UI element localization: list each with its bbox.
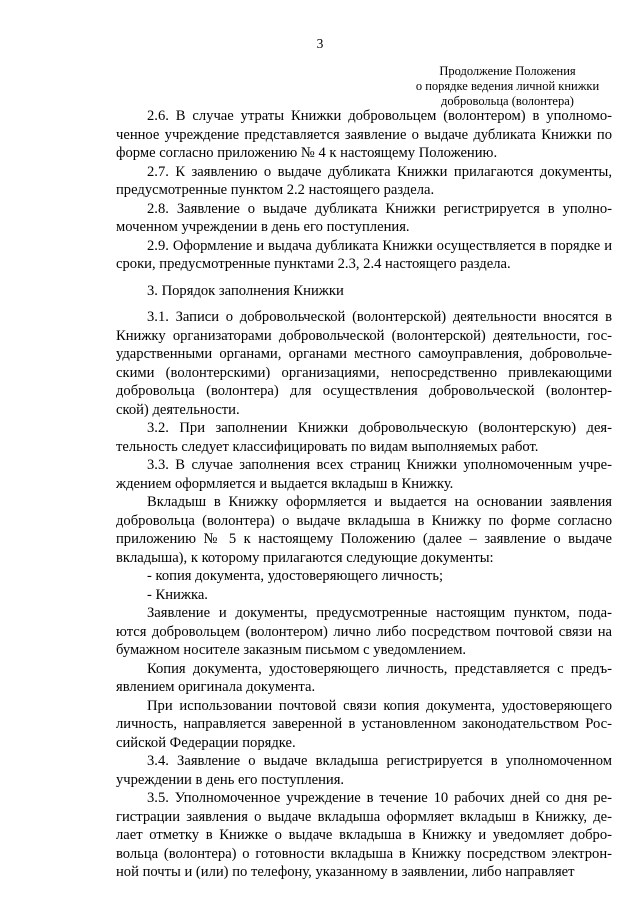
text-line: учреждении в день его поступления. — [116, 771, 345, 788]
paragraph — [116, 752, 612, 789]
page-number: 3 — [316, 36, 324, 51]
header-note — [405, 64, 610, 109]
text-line: 2.8. Заявление о выдаче дубликата Книжки регистрируется в уполно- — [147, 200, 612, 217]
text-line: 2.6. В случае утраты Книжки добровольцем (волонтером) в уполномо- — [147, 108, 612, 124]
text-line: тельность следует классифицировать по видам выполняемых работ. — [116, 438, 539, 455]
text-line: 3.5. Уполномоченное учреждение в течение 10 рабочих дней со дня ре- — [147, 790, 612, 806]
text-line: 2.9. Оформление и выдача дубликата Книжки осуществляется в порядке и — [147, 237, 612, 254]
paragraph — [116, 237, 612, 274]
text-line: добровольца (волонтера) для осуществления добровольческой (волонтер- — [116, 383, 612, 399]
header-note-line: Продолжение Положения — [439, 64, 576, 78]
paragraph — [116, 789, 612, 882]
text-line: ются добровольцем (волонтером) лично либо посредством почтовой связи на — [116, 623, 612, 640]
text-line: Заявление и документы, предусмотренные настоящим пунктом, пода- — [147, 605, 612, 621]
text-line: сроки, предусмотренные пунктами 2.3, 2.4 настоящего раздела. — [116, 256, 511, 272]
text-line: предусмотренные пунктом 2.2 настоящего раздела. — [116, 182, 435, 198]
text-line: ской) деятельности. — [116, 401, 240, 418]
paragraph — [116, 419, 612, 456]
paragraph — [116, 567, 612, 586]
text-line: скими (волонтерскими) организациями, непосредственно привлекающими — [116, 364, 612, 381]
text-line: 3. Порядок заполнения Книжки — [147, 282, 344, 299]
paragraph — [116, 456, 612, 493]
paragraph — [116, 163, 612, 200]
paragraph — [116, 604, 612, 660]
paragraph — [116, 586, 612, 605]
text-line: - Книжка. — [147, 586, 208, 603]
paragraph — [116, 308, 612, 419]
text-line: ждением оформляется и выдается вкладыш в Книжку. — [116, 475, 454, 492]
text-line: 3.3. В случае заполнения всех страниц Книжки уполномоченным учре- — [147, 457, 612, 473]
text-line: 3.1. Записи о добровольческой (волонтерской) деятельности вносятся в — [147, 309, 612, 325]
text-line: При использовании почтовой связи копия документа, удостоверяющего — [147, 697, 612, 714]
header-note-line: о порядке ведения личной книжки — [415, 79, 600, 93]
paragraph — [116, 200, 612, 237]
text-line: ударственными органами, органами местного самоуправления, добровольче- — [116, 346, 612, 362]
paragraph — [116, 493, 612, 567]
text-line: бумажном носителе заказным письмом с уведомлением. — [116, 642, 467, 658]
text-line: личность, направляется заверенной в установленном законодательством Рос- — [116, 716, 612, 732]
paragraph — [116, 697, 612, 753]
paragraph — [116, 107, 612, 163]
text-line: форме согласно приложению № 4 к настоящему Положению. — [116, 145, 498, 161]
text-line: ной почты и (или) по телефону, указанному в заявлении, либо направляет — [116, 864, 575, 880]
text-line: вольца (волонтера) о готовности вкладыша в Книжку посредством электрон- — [116, 845, 612, 862]
header-note-line: добровольца (волонтера) — [441, 94, 574, 108]
text-line: вкладыша), к которому прилагаются следующие документы: — [116, 549, 494, 566]
text-line: Вкладыш в Книжку оформляется и выдается на основании заявления — [147, 494, 612, 510]
text-line: 2.7. К заявлению о выдаче дубликата Книжки прилагаются документы, — [147, 163, 612, 180]
document-body — [116, 107, 612, 882]
text-line: - копия документа, удостоверяющего личность; — [147, 568, 444, 584]
text-line: гистрации заявления о выдаче вкладыша оформляет вкладыш в Книжку, де- — [116, 808, 612, 825]
text-line: сийской Федерации порядке. — [116, 734, 296, 751]
text-line: приложению № 5 к настоящему Положению (далее – заявление о выдаче — [116, 531, 612, 547]
text-line: Копия документа, удостоверяющего личность, представляется с предъ- — [147, 660, 612, 677]
text-line: явлением оригинала документа. — [116, 679, 316, 695]
text-line: моченном учреждении в день его поступления. — [116, 219, 410, 235]
text-line: Книжку организаторами добровольческой (волонтерской) деятельности, гос- — [116, 327, 612, 344]
section-heading — [116, 282, 612, 301]
text-line: добровольца (волонтера) о выдаче вкладыша в Книжку по форме согласно — [116, 512, 612, 529]
text-line: 3.4. Заявление о выдаче вкладыша регистрируется в уполномоченном — [147, 753, 612, 769]
paragraph — [116, 660, 612, 697]
text-line: ченное учреждение представляется заявление о выдаче дубликата Книжки по — [116, 126, 612, 143]
text-line: 3.2. При заполнении Книжки добровольческую (волонтерскую) дея- — [147, 420, 612, 436]
text-line: лает отметку в Книжке о выдаче вкладыша в Книжку и уведомляет добро- — [116, 827, 612, 843]
